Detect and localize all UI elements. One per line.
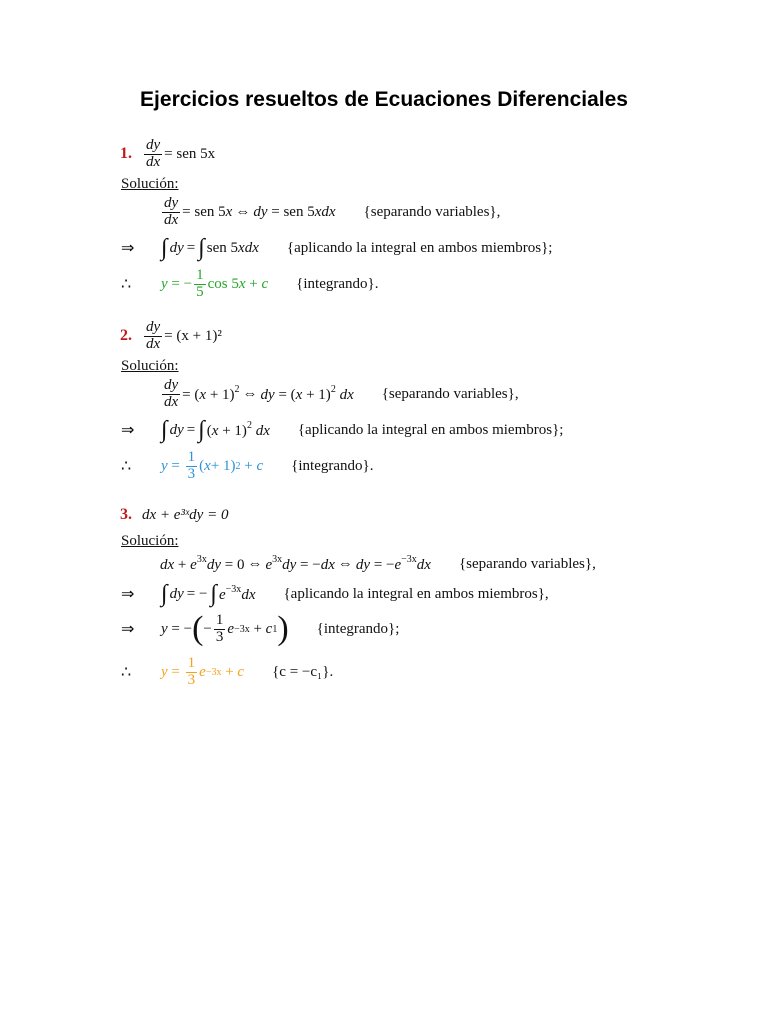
problem-rhs: = sen 5x xyxy=(164,145,216,162)
exercise-2-step-2: ⇒ ∫ dy = ∫ $(x + 1)^2$ dx {aplicando la integral en ambos miembros}; xyxy=(121,417,564,443)
exercise-1-step-1: $\frac{dy}{dx}$ = sen 5x ⇔ dy = sen 5xdx {separando variables}, xyxy=(164,195,501,228)
implies-symbol: ⇒ xyxy=(121,621,135,638)
derivative-fraction: $\frac{dy}{dx}$ xyxy=(146,137,161,170)
step-note: {separando variables}, xyxy=(458,555,596,572)
step-note: {separando variables}, xyxy=(381,385,519,402)
exercise-2-problem: 2. $\frac{dy}{dx}$ = (x + 1)² xyxy=(120,319,222,352)
exercise-3-step-4 xyxy=(121,656,333,689)
implies-symbol: ⇒ xyxy=(121,586,135,603)
step-note: {separando variables}, xyxy=(363,203,501,220)
exercise-number: 1. xyxy=(120,145,132,163)
exercise-3-step-3: ⇒ y = − ( − $\frac{1}{3}$ e −3x + c 1 ) {integrando}; xyxy=(121,610,400,647)
answer-3: y = $\frac{1}{3}$ e −3x + c xyxy=(161,655,245,688)
answer-2: y = $\frac{1}{3}$ ( x + 1) 2 + c xyxy=(161,449,264,482)
solution-label: Solución: xyxy=(121,533,179,549)
exercise-2-step-3 xyxy=(121,450,373,483)
step-note: {integrando}; xyxy=(316,620,400,637)
exercise-3-step-1: dx + $e^{3x}dy = 0$ ⇔ $e^{3x}dy = -dx$ ⇔ dy = $-e^{-3x}dx$ {separando variables}, xyxy=(160,554,596,573)
problem-equation: dx + e³ˣdy = 0 xyxy=(142,506,229,523)
therefore-symbol: ∴ xyxy=(121,276,132,294)
answer-1: y = − $\frac{1}{5}$ cos 5 x + c xyxy=(161,267,269,300)
therefore-symbol: ∴ xyxy=(121,664,132,682)
page-title: Ejercicios resueltos de Ecuaciones Diferenciales xyxy=(140,88,628,111)
exercise-1-step-2: ⇒ ∫ dy = ∫ sen 5xdx {aplicando la integral en ambos miembros}; xyxy=(121,235,553,261)
exercise-number: 3. xyxy=(120,506,132,523)
exercise-number: 2. xyxy=(120,327,132,345)
step-note: {integrando}. xyxy=(296,275,379,292)
therefore-symbol: ∴ xyxy=(121,458,132,476)
implies-symbol: ⇒ xyxy=(121,240,135,257)
step-note: {aplicando la integral en ambos miembros}; xyxy=(286,239,553,256)
implies-symbol: ⇒ xyxy=(121,422,135,439)
step-note: {c = −c₁}. xyxy=(272,663,334,680)
exercise-3-step-2: ⇒ ∫ dy = − ∫ $e^{-3x}dx$ {aplicando la integral en ambos miembros}, xyxy=(121,581,549,607)
exercise-2-step-1: $\frac{dy}{dx}$ = $(x + 1)^2$ ⇔ dy = $(x + 1)^2$ dx {separando variables}, xyxy=(164,377,519,410)
step-note: {aplicando la integral en ambos miembros}, xyxy=(283,585,549,602)
solution-label: Solución: xyxy=(121,358,179,374)
step-note: {integrando}. xyxy=(291,457,374,474)
solution-label: Solución: xyxy=(121,176,179,192)
exercise-3-problem xyxy=(120,506,228,524)
problem-rhs: = (x + 1)² xyxy=(164,327,222,344)
exercise-1-step-3 xyxy=(121,268,378,301)
exercise-1-problem xyxy=(120,138,215,171)
step-note: {aplicando la integral en ambos miembros}; xyxy=(297,421,564,438)
